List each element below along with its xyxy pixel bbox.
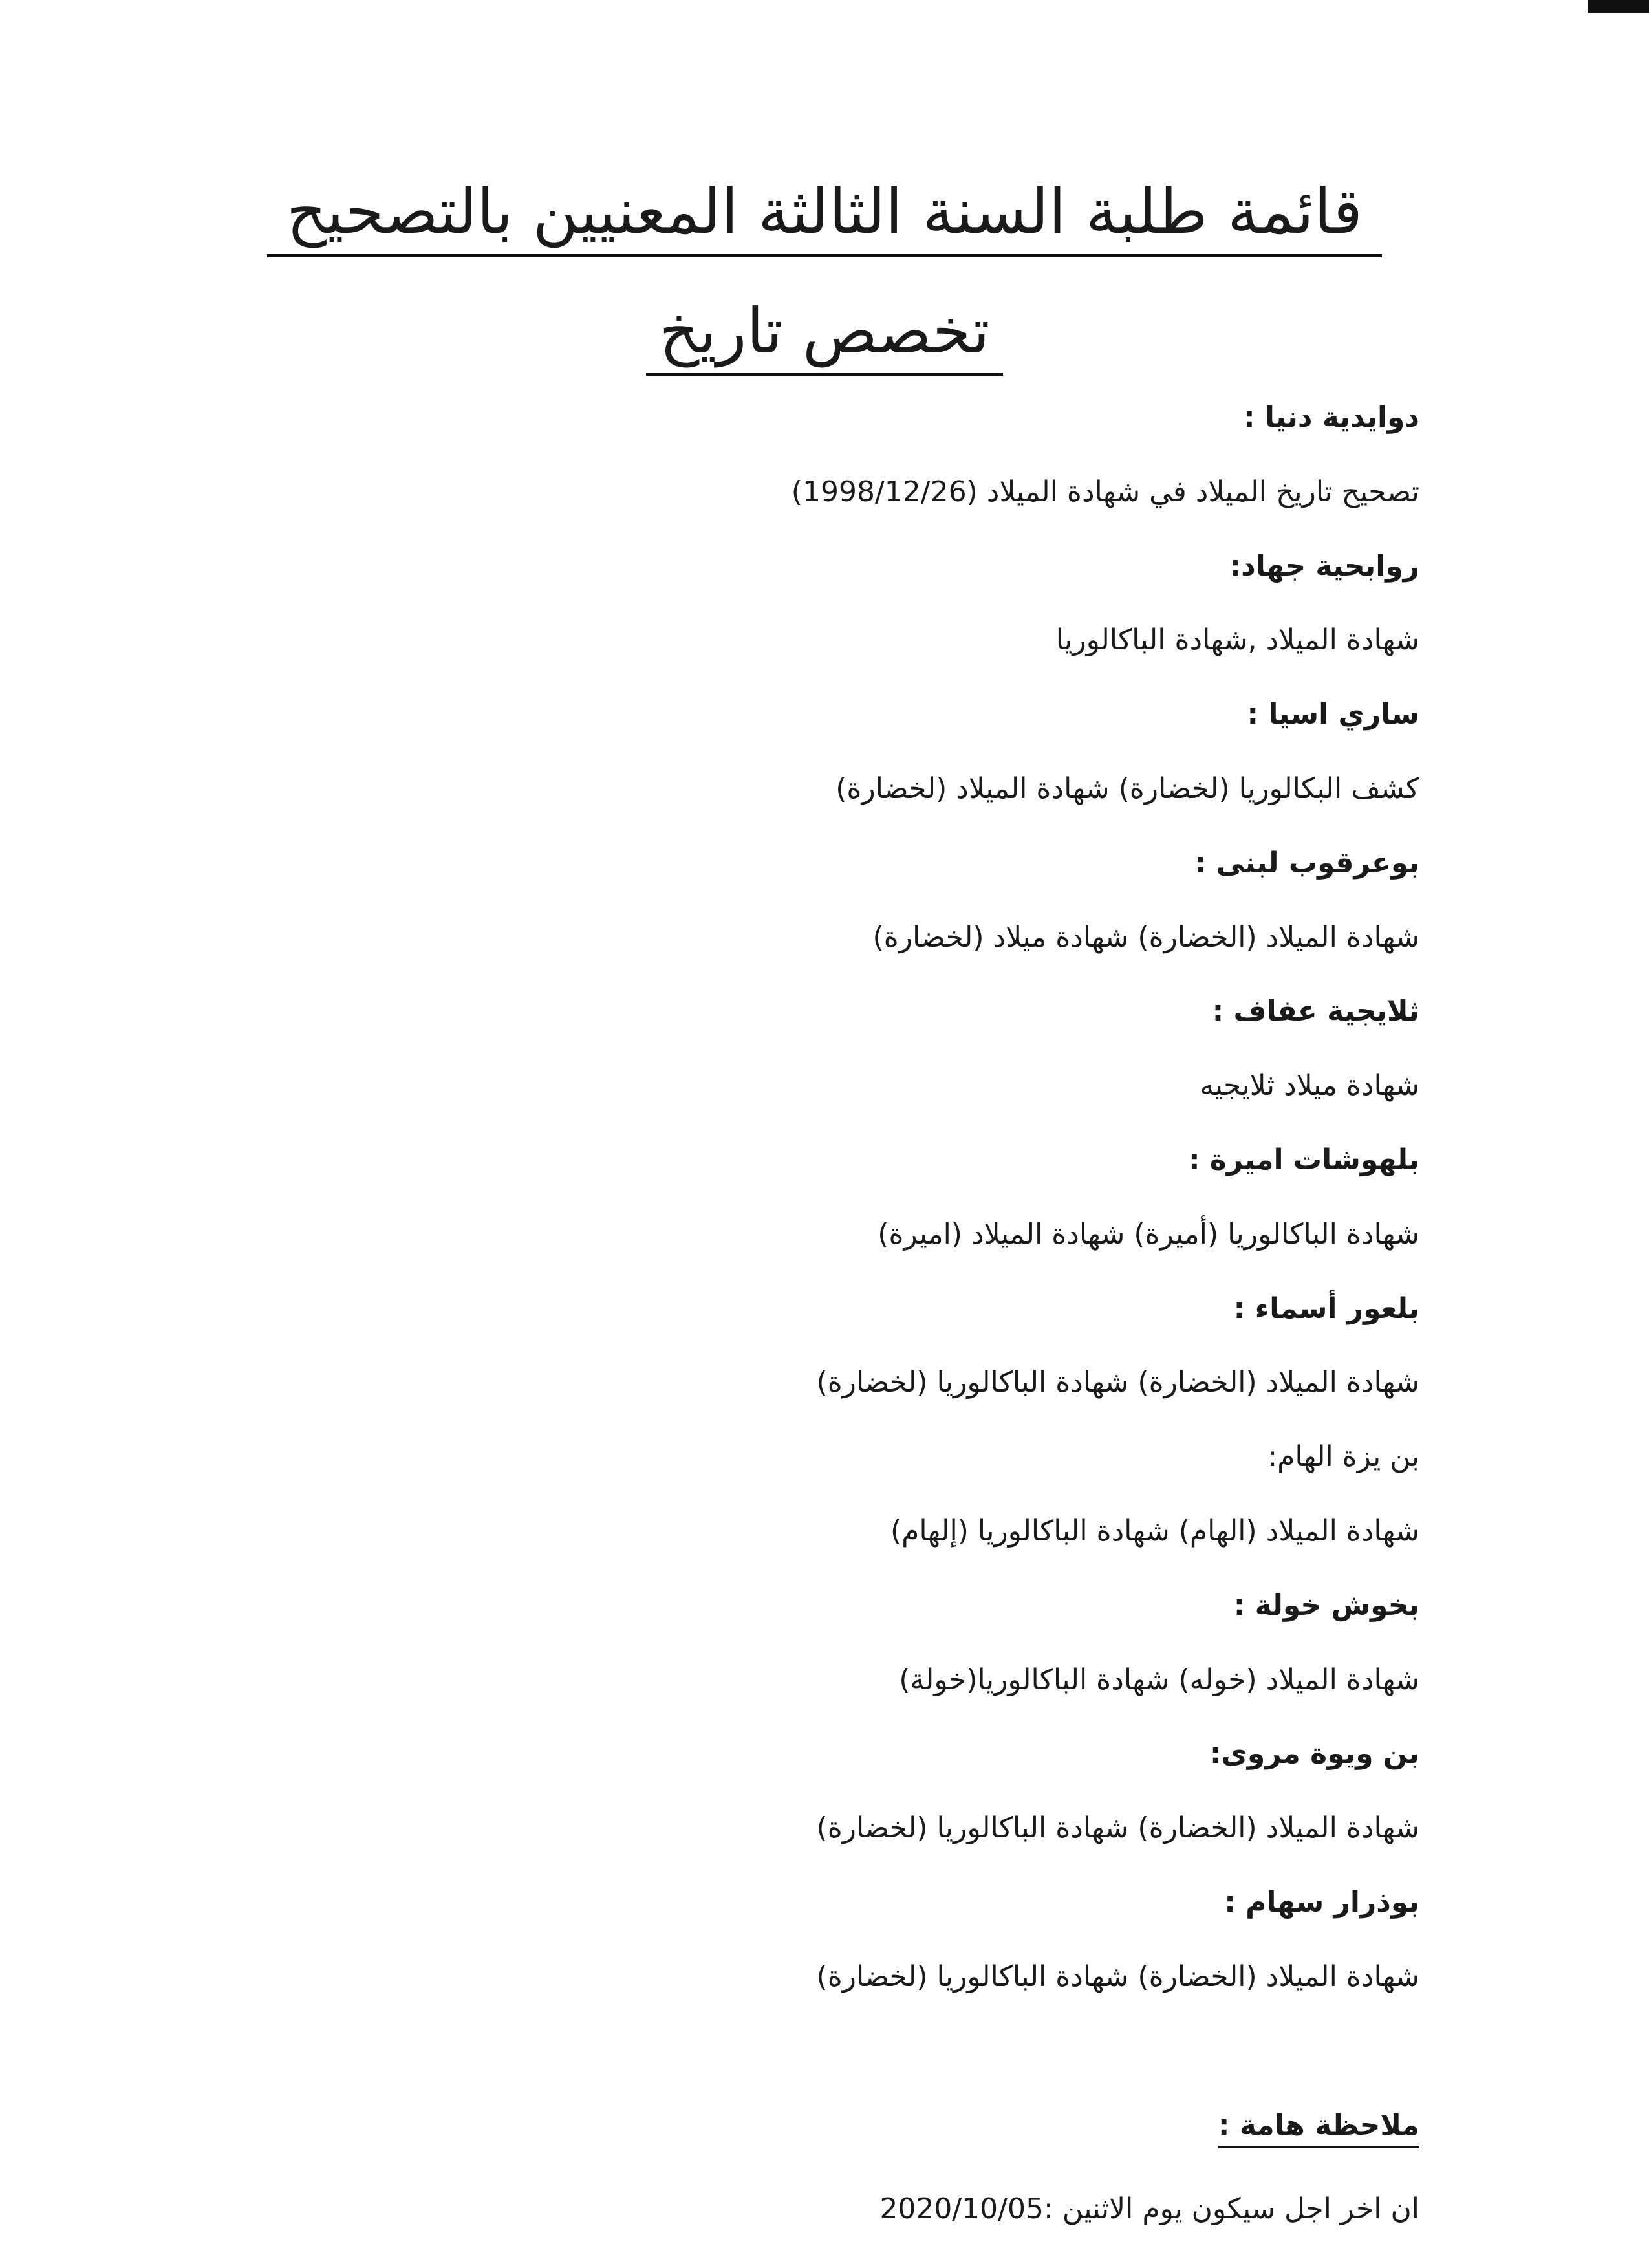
student-name: بن ويوة مروى: [1209,1737,1419,1771]
student-entry [191,1440,1419,1549]
student-name: بوذرار سهام : [1224,1885,1419,1919]
student-documents: شهادة الميلاد ,شهادة الباكالوريا [1055,623,1419,657]
student-name: بن يزة الهام: [1267,1440,1419,1474]
student-entry [191,1886,1419,1994]
student-entry [191,401,1419,510]
note-deadline-text: ان اخر اجل سيكون يوم الاثنين :2020/10/05 [879,2192,1419,2225]
student-documents: شهادة ميلاد ثلايجيه [1200,1069,1419,1103]
student-entry [191,1143,1419,1252]
student-entry [191,698,1419,806]
students-list [191,401,1419,2225]
scan-corner-mark [1588,0,1649,13]
student-name: ثلايجية عفاف : [1212,995,1419,1028]
student-entry [191,847,1419,955]
student-documents: تصحيح تاريخ الميلاد في شهادة الميلاد (1998/12/26) [791,475,1419,508]
student-documents: شهادة الميلاد (الخضارة) شهادة الباكالوريا (لخضارة) [816,1960,1419,1993]
student-documents: شهادة الميلاد (الخضارة) شهادة الباكالوريا (لخضارة) [816,1366,1419,1399]
student-entry [191,1292,1419,1401]
student-name: بلهوشات اميرة : [1189,1143,1419,1176]
student-name: دوايدية دنيا : [1244,401,1419,434]
student-name: بوعرقوب لبنى : [1194,846,1419,880]
page-title-text: قائمة طلبة السنة الثالثة المعنيين بالتصحيح [267,175,1382,257]
page-subtitle-text: تخصص تاريخ [646,294,1002,376]
student-entry [191,550,1419,658]
student-documents: كشف البكالوريا (لخضارة) شهادة الميلاد (لخضارة) [835,772,1419,805]
note-label: ملاحظة هامة : [1218,2109,1419,2148]
student-entry [191,995,1419,1103]
student-documents: شهادة الميلاد (خوله) شهادة الباكالوريا(خولة) [899,1663,1419,1696]
student-entry [191,1737,1419,1846]
student-documents: شهادة الباكالوريا (أميرة) شهادة الميلاد (اميرة) [878,1217,1419,1251]
student-name: ساري اسيا : [1247,698,1419,731]
student-name: بلعور أسماء : [1233,1291,1419,1325]
student-documents: شهادة الميلاد (الخضارة) شهادة الباكالوريا (لخضارة) [816,1811,1419,1845]
page-subtitle [0,294,1649,376]
student-entry [191,1589,1419,1698]
student-documents: شهادة الميلاد (الهام) شهادة الباكالوريا (إلهام) [890,1514,1419,1548]
student-name: بخوش خولة : [1233,1588,1419,1622]
student-name: روابحية جهاد: [1229,549,1419,583]
important-note [191,2035,1419,2225]
page-title [0,175,1649,257]
student-documents: شهادة الميلاد (الخضارة) شهادة ميلاد (لخضارة) [872,920,1419,954]
